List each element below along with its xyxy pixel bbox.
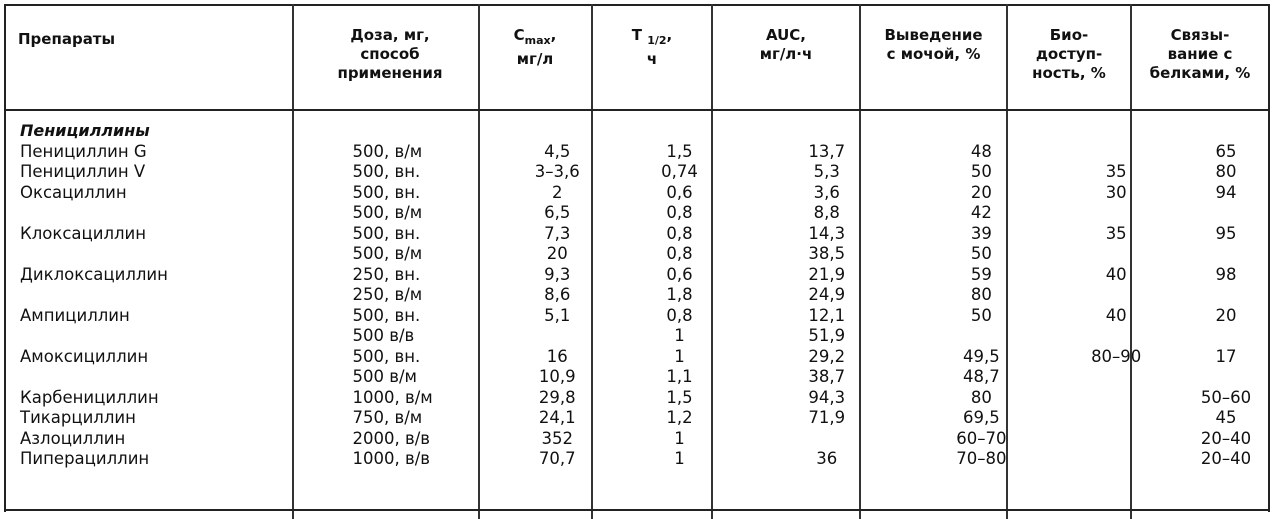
cmax-cell: 70,7 <box>538 449 576 468</box>
urine-excretion-cell: 59 <box>970 264 992 284</box>
protein-binding-cell <box>1176 203 1276 224</box>
drug-name-cell: Карбенициллин <box>20 387 159 407</box>
half-life-cell: 1,8 <box>666 285 693 304</box>
protein-binding-cell <box>1176 367 1276 388</box>
bioavailability-cell <box>1056 142 1176 163</box>
dose-cell: 2000, в/в <box>352 428 431 448</box>
urine-excretion-cell: 49,5 <box>963 346 1000 366</box>
half-life-cell: 0,6 <box>666 182 693 202</box>
table-row <box>20 449 1276 470</box>
dose-cell: 500, вн. <box>352 162 421 181</box>
header-protein-line: Связы- <box>1170 26 1230 44</box>
auc-cell: 38,5 <box>808 244 846 263</box>
header-protein-line: вание с <box>1167 45 1233 63</box>
header-urine-line: с мочой, % <box>886 45 981 63</box>
auc-cell: 24,9 <box>808 285 846 304</box>
bioavailability-cell <box>1056 449 1176 470</box>
bioavailability-cell: 35 <box>1105 223 1127 243</box>
dose-cell: 1000, в/в <box>352 449 431 468</box>
header-cmax-unit: мг/л <box>516 50 554 68</box>
urine-excretion-cell: 50 <box>970 305 992 325</box>
protein-binding-cell: 50–60 <box>1200 387 1252 407</box>
protein-binding-cell: 80 <box>1215 162 1237 181</box>
cmax-cell: 24,1 <box>538 408 576 427</box>
header-drug: Препараты <box>18 30 116 48</box>
cmax-cell: 9,3 <box>544 264 571 284</box>
urine-excretion-cell: 48 <box>970 141 992 161</box>
urine-excretion-cell: 42 <box>970 203 992 222</box>
protein-binding-cell: 95 <box>1215 223 1237 243</box>
header-thalf-symbol: T <box>631 26 642 44</box>
half-life-cell: 1 <box>674 428 685 448</box>
cmax-cell: 7,3 <box>544 223 571 243</box>
cmax-cell: 20 <box>546 244 568 263</box>
urine-excretion-cell: 50 <box>970 162 992 181</box>
bioavailability-cell <box>1056 367 1176 388</box>
half-life-cell: 0,8 <box>666 305 693 325</box>
half-life-cell: 1,2 <box>666 408 693 427</box>
cmax-cell: 10,9 <box>538 367 576 386</box>
drug-name-cell <box>20 203 345 224</box>
header-thalf-unit: ч <box>646 50 658 68</box>
header-urine <box>861 26 1006 64</box>
auc-cell: 3,6 <box>813 182 840 202</box>
table-row <box>20 347 1276 368</box>
table-row <box>20 285 1276 306</box>
drug-name-cell <box>20 244 345 265</box>
drug-name-cell: Оксациллин <box>20 182 127 202</box>
header-thalf-sub: 1/2 <box>647 34 667 47</box>
bioavailability-cell: 40 <box>1105 305 1127 325</box>
bioavailability-cell <box>1056 285 1176 306</box>
table-row <box>20 142 1276 163</box>
cmax-cell: 352 <box>541 428 573 448</box>
urine-excretion-cell: 50 <box>970 244 992 263</box>
protein-binding-cell <box>1176 285 1276 306</box>
header-cmax-comma: , <box>550 26 557 44</box>
urine-excretion-cell <box>907 326 1057 347</box>
half-life-cell: 1,1 <box>666 367 693 386</box>
bioavailability-cell <box>1056 429 1176 450</box>
header-bio-line: ность, % <box>1032 64 1106 82</box>
protein-binding-cell: 94 <box>1215 182 1237 202</box>
cmax-cell: 4,5 <box>544 141 571 161</box>
dose-cell: 500, вн. <box>352 182 421 202</box>
drug-name-cell <box>20 285 345 306</box>
urine-excretion-cell: 20 <box>970 182 992 202</box>
protein-binding-cell: 20 <box>1215 305 1237 325</box>
protein-binding-cell: 17 <box>1215 346 1237 366</box>
cmax-cell <box>502 326 612 347</box>
auc-cell: 5,3 <box>813 162 840 181</box>
section-title: Пенициллины <box>20 121 150 140</box>
bioavailability-cell: 35 <box>1105 162 1127 181</box>
header-cmax-sub: max <box>524 34 551 47</box>
header-cmax-symbol: C <box>513 26 525 44</box>
cmax-cell: 6,5 <box>544 203 571 222</box>
header-dose <box>300 26 480 83</box>
urine-excretion-cell: 39 <box>970 223 992 243</box>
dose-cell: 500 в/м <box>352 367 417 386</box>
bioavailability-cell: 40 <box>1105 264 1127 284</box>
header-urine-line: Выведение <box>884 26 983 44</box>
dose-cell: 500, в/м <box>352 244 423 263</box>
table-row <box>20 224 1276 245</box>
header-thalf <box>593 26 711 69</box>
table-row <box>20 367 1276 388</box>
dose-cell: 500, в/м <box>352 141 423 161</box>
table-row <box>20 265 1276 286</box>
header-protein <box>1132 26 1268 83</box>
drug-name-cell: Пенициллин G <box>20 141 147 161</box>
bioavailability-cell <box>1056 388 1176 409</box>
drug-name-cell <box>20 367 345 388</box>
dose-cell: 500, в/м <box>352 203 423 222</box>
dose-cell: 750, в/м <box>352 408 423 427</box>
half-life-cell: 1,5 <box>666 387 693 407</box>
urine-excretion-cell: 80 <box>970 285 992 304</box>
auc-cell: 13,7 <box>808 141 846 161</box>
auc-cell <box>747 429 907 450</box>
dose-cell: 500 в/в <box>352 326 415 345</box>
table-row <box>20 326 1276 347</box>
table-row <box>20 244 1276 265</box>
protein-binding-cell <box>1176 326 1276 347</box>
auc-cell: 29,2 <box>808 346 846 366</box>
header-protein-line: белками, % <box>1149 64 1251 82</box>
dose-cell: 500, вн. <box>352 223 421 243</box>
header-thalf-comma: , <box>666 26 673 44</box>
drug-name-cell: Пенициллин V <box>20 162 146 181</box>
drug-name-cell: Пиперациллин <box>20 449 150 468</box>
bioavailability-cell <box>1056 203 1176 224</box>
half-life-cell: 1,5 <box>666 141 693 161</box>
bioavailability-cell: 30 <box>1105 182 1127 202</box>
half-life-cell: 0,74 <box>661 162 698 181</box>
dose-cell: 500, вн. <box>352 346 421 366</box>
drug-name-cell: Диклоксациллин <box>20 264 168 284</box>
table-bottom-rule <box>4 509 1270 511</box>
header-dose-line: способ <box>360 45 420 63</box>
header-auc-line: мг/л·ч <box>759 45 813 63</box>
bioavailability-cell <box>1056 244 1176 265</box>
cmax-cell: 29,8 <box>538 387 576 407</box>
urine-excretion-cell: 60–70 <box>956 428 1007 448</box>
cmax-cell: 3–3,6 <box>534 162 580 181</box>
dose-cell: 500, вн. <box>352 305 421 325</box>
header-dose-line: применения <box>337 64 443 82</box>
drug-name-cell: Ампициллин <box>20 305 130 325</box>
auc-cell: 12,1 <box>808 305 846 325</box>
auc-cell: 71,9 <box>808 408 846 427</box>
table-row <box>20 429 1276 450</box>
urine-excretion-cell: 70–80 <box>956 449 1007 468</box>
dose-cell: 250, вн. <box>352 264 421 284</box>
auc-cell: 51,9 <box>808 326 846 345</box>
protein-binding-cell: 45 <box>1215 408 1237 427</box>
auc-cell: 21,9 <box>808 264 846 284</box>
cmax-cell: 8,6 <box>544 285 571 304</box>
auc-cell: 94,3 <box>808 387 846 407</box>
table-row <box>20 388 1276 409</box>
auc-cell: 36 <box>816 449 838 468</box>
urine-excretion-cell: 69,5 <box>963 408 1000 427</box>
protein-binding-cell: 20–40 <box>1200 428 1252 448</box>
half-life-cell: 1 <box>674 326 685 345</box>
protein-binding-cell: 98 <box>1215 264 1237 284</box>
protein-binding-cell: 65 <box>1215 141 1237 161</box>
half-life-cell: 0,6 <box>666 264 693 284</box>
drug-name-cell <box>20 326 345 347</box>
header-bio-line: Био- <box>1049 26 1089 44</box>
table-row <box>20 408 1276 429</box>
dose-cell: 250, в/м <box>352 285 423 304</box>
bioavailability-cell <box>1056 408 1176 429</box>
half-life-cell: 1 <box>674 449 685 468</box>
urine-excretion-cell: 80 <box>970 387 992 407</box>
auc-cell: 8,8 <box>813 203 840 222</box>
cmax-cell: 16 <box>546 346 568 366</box>
header-auc-line: AUC, <box>765 26 807 44</box>
dose-cell: 1000, в/м <box>352 387 433 407</box>
urine-excretion-cell: 48,7 <box>963 367 1000 386</box>
header-divider <box>4 109 1270 111</box>
half-life-cell: 1 <box>674 346 685 366</box>
bioavailability-cell <box>1056 326 1176 347</box>
header-bio <box>1008 26 1130 83</box>
protein-binding-cell: 20–40 <box>1200 449 1252 468</box>
header-cmax <box>480 26 590 69</box>
half-life-cell: 0,8 <box>666 244 693 263</box>
cmax-cell: 5,1 <box>544 305 571 325</box>
section-row <box>20 121 1276 142</box>
table-row <box>20 162 1276 183</box>
drug-name-cell: Азлоциллин <box>20 428 126 448</box>
table-row <box>20 203 1276 224</box>
table-row <box>20 183 1276 204</box>
bioavailability-cell: 80–90 <box>1091 346 1142 366</box>
half-life-cell: 0,8 <box>666 203 693 222</box>
drug-name-cell: Амоксициллин <box>20 346 149 366</box>
cmax-cell: 2 <box>551 182 563 202</box>
header-dose-line: Доза, мг, <box>350 26 430 44</box>
auc-cell: 14,3 <box>808 223 846 243</box>
drug-name-cell: Клоксациллин <box>20 223 147 243</box>
header-bio-line: доступ- <box>1035 45 1103 63</box>
drug-table <box>20 121 1276 470</box>
drug-name-cell: Тикарциллин <box>20 408 136 427</box>
auc-cell: 38,7 <box>808 367 846 386</box>
protein-binding-cell <box>1176 244 1276 265</box>
header-auc <box>713 26 859 64</box>
table-row <box>20 306 1276 327</box>
half-life-cell: 0,8 <box>666 223 693 243</box>
